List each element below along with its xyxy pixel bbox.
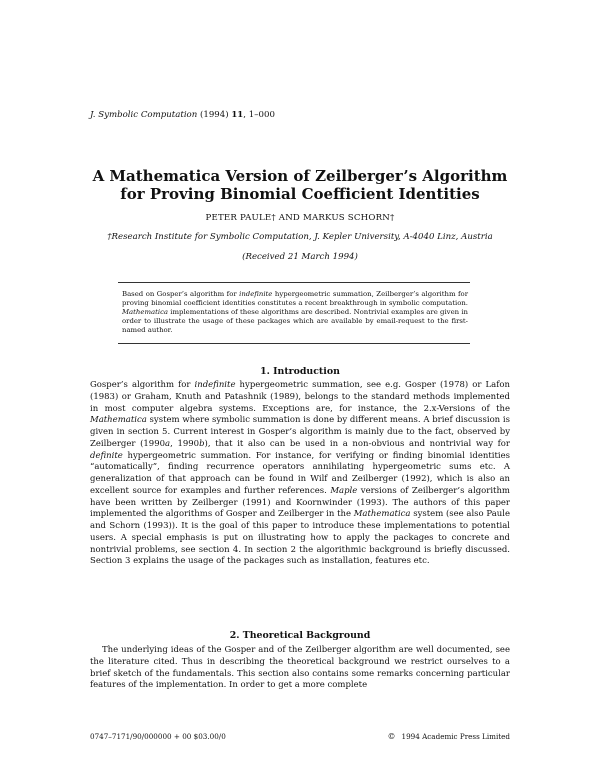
affiliation: †Research Institute for Symbolic Computation, J. Kepler University, A-4040 Linz, Austria	[107, 232, 493, 242]
journal-year: (1994)	[200, 110, 229, 120]
background-paragraph: The underlying ideas of the Gosper and of the Zeilberger algorithm are well documented, see the literature cited. Thus in describing the theoretical background we restrict ourselves to a brief sketch of the fundamentals. This section also contains some remarks concerning particular features of the implementation. In order to get a more complete	[90, 645, 510, 691]
paper-title-line-1: A Mathematica Version of Zeilberger’s Algorithm	[92, 167, 508, 185]
received-date: (Received 21 March 1994)	[242, 252, 358, 262]
section-heading-introduction: 1. Introduction	[260, 366, 340, 377]
footer-issn: 0747–7171/90/000000 + 00 $03.00/0	[90, 732, 226, 741]
abstract: Based on Gosper’s algorithm for indefinite hypergeometric summation, Zeilberger’s algorithm for proving binomial coefficient identities constitutes a recent breakthrough in symbolic computation. Mathematica implementations of these algorithms are described. Nontrivial examples are given in order to illustrate the usage of these packages which are available by email-request to the first-named author.	[122, 290, 468, 334]
journal-name: J. Symbolic Computation	[90, 110, 198, 120]
footer-publisher: 1994 Academic Press Limited	[401, 732, 510, 741]
introduction-paragraph: Gosper’s algorithm for indefinite hypergeometric summation, see e.g. Gosper (1978) or Lafon (1983) or Graham, Knuth and Patashnik (1989), belongs to the standard methods implemented in most computer algebra systems. Exceptions are, for instance, the 2.x-Versions of the Mathematica system where symbolic summation is done by different means. A brief discussion is given in section 5. Current interest in Gosper’s algorithm is mainly due to the fact, observed by Zeilberger (1990a, 1990b), that it also can be used in a non-obvious and nontrivial way for definite hypergeometric summation. For instance, for verifying or finding binomial identities “automatically”, finding recurrence operators annihilating hypergeometric sums etc. A generalization of that approach can be found in Wilf and Zeilberger (1992), which is also an excellent source for examples and further references. Maple versions of Zeilberger’s algorithm have been written by Zeilberger (1991) and Koornwinder (1993). The authors of this paper implemented the algorithms of Gosper and Zeilberger in the Mathematica system (see also Paule and Schorn (1993)). It is the goal of this paper to introduce these implementations to potential users. A special emphasis is put on illustrating how to apply the packages to concrete and nontrivial problems, see section 4. In section 2 the algorithmic background is briefly discussed. Section 3 explains the usage of the packages such as installation, features etc.	[90, 380, 510, 567]
abstract-top-rule	[118, 282, 470, 283]
paper-title-line-2: for Proving Binomial Coefficient Identities	[120, 185, 480, 203]
copyright-icon: ©	[387, 732, 396, 741]
abstract-bottom-rule	[118, 343, 470, 344]
authors: PETER PAULE† AND MARKUS SCHORN†	[205, 213, 395, 223]
journal-citation	[90, 110, 275, 120]
journal-volume: 11	[231, 110, 244, 120]
footer-copyright	[388, 732, 510, 741]
section-heading-theoretical-background: 2. Theoretical Background	[229, 630, 371, 641]
journal-pages: , 1–000	[243, 110, 275, 120]
page-footer	[90, 732, 510, 741]
